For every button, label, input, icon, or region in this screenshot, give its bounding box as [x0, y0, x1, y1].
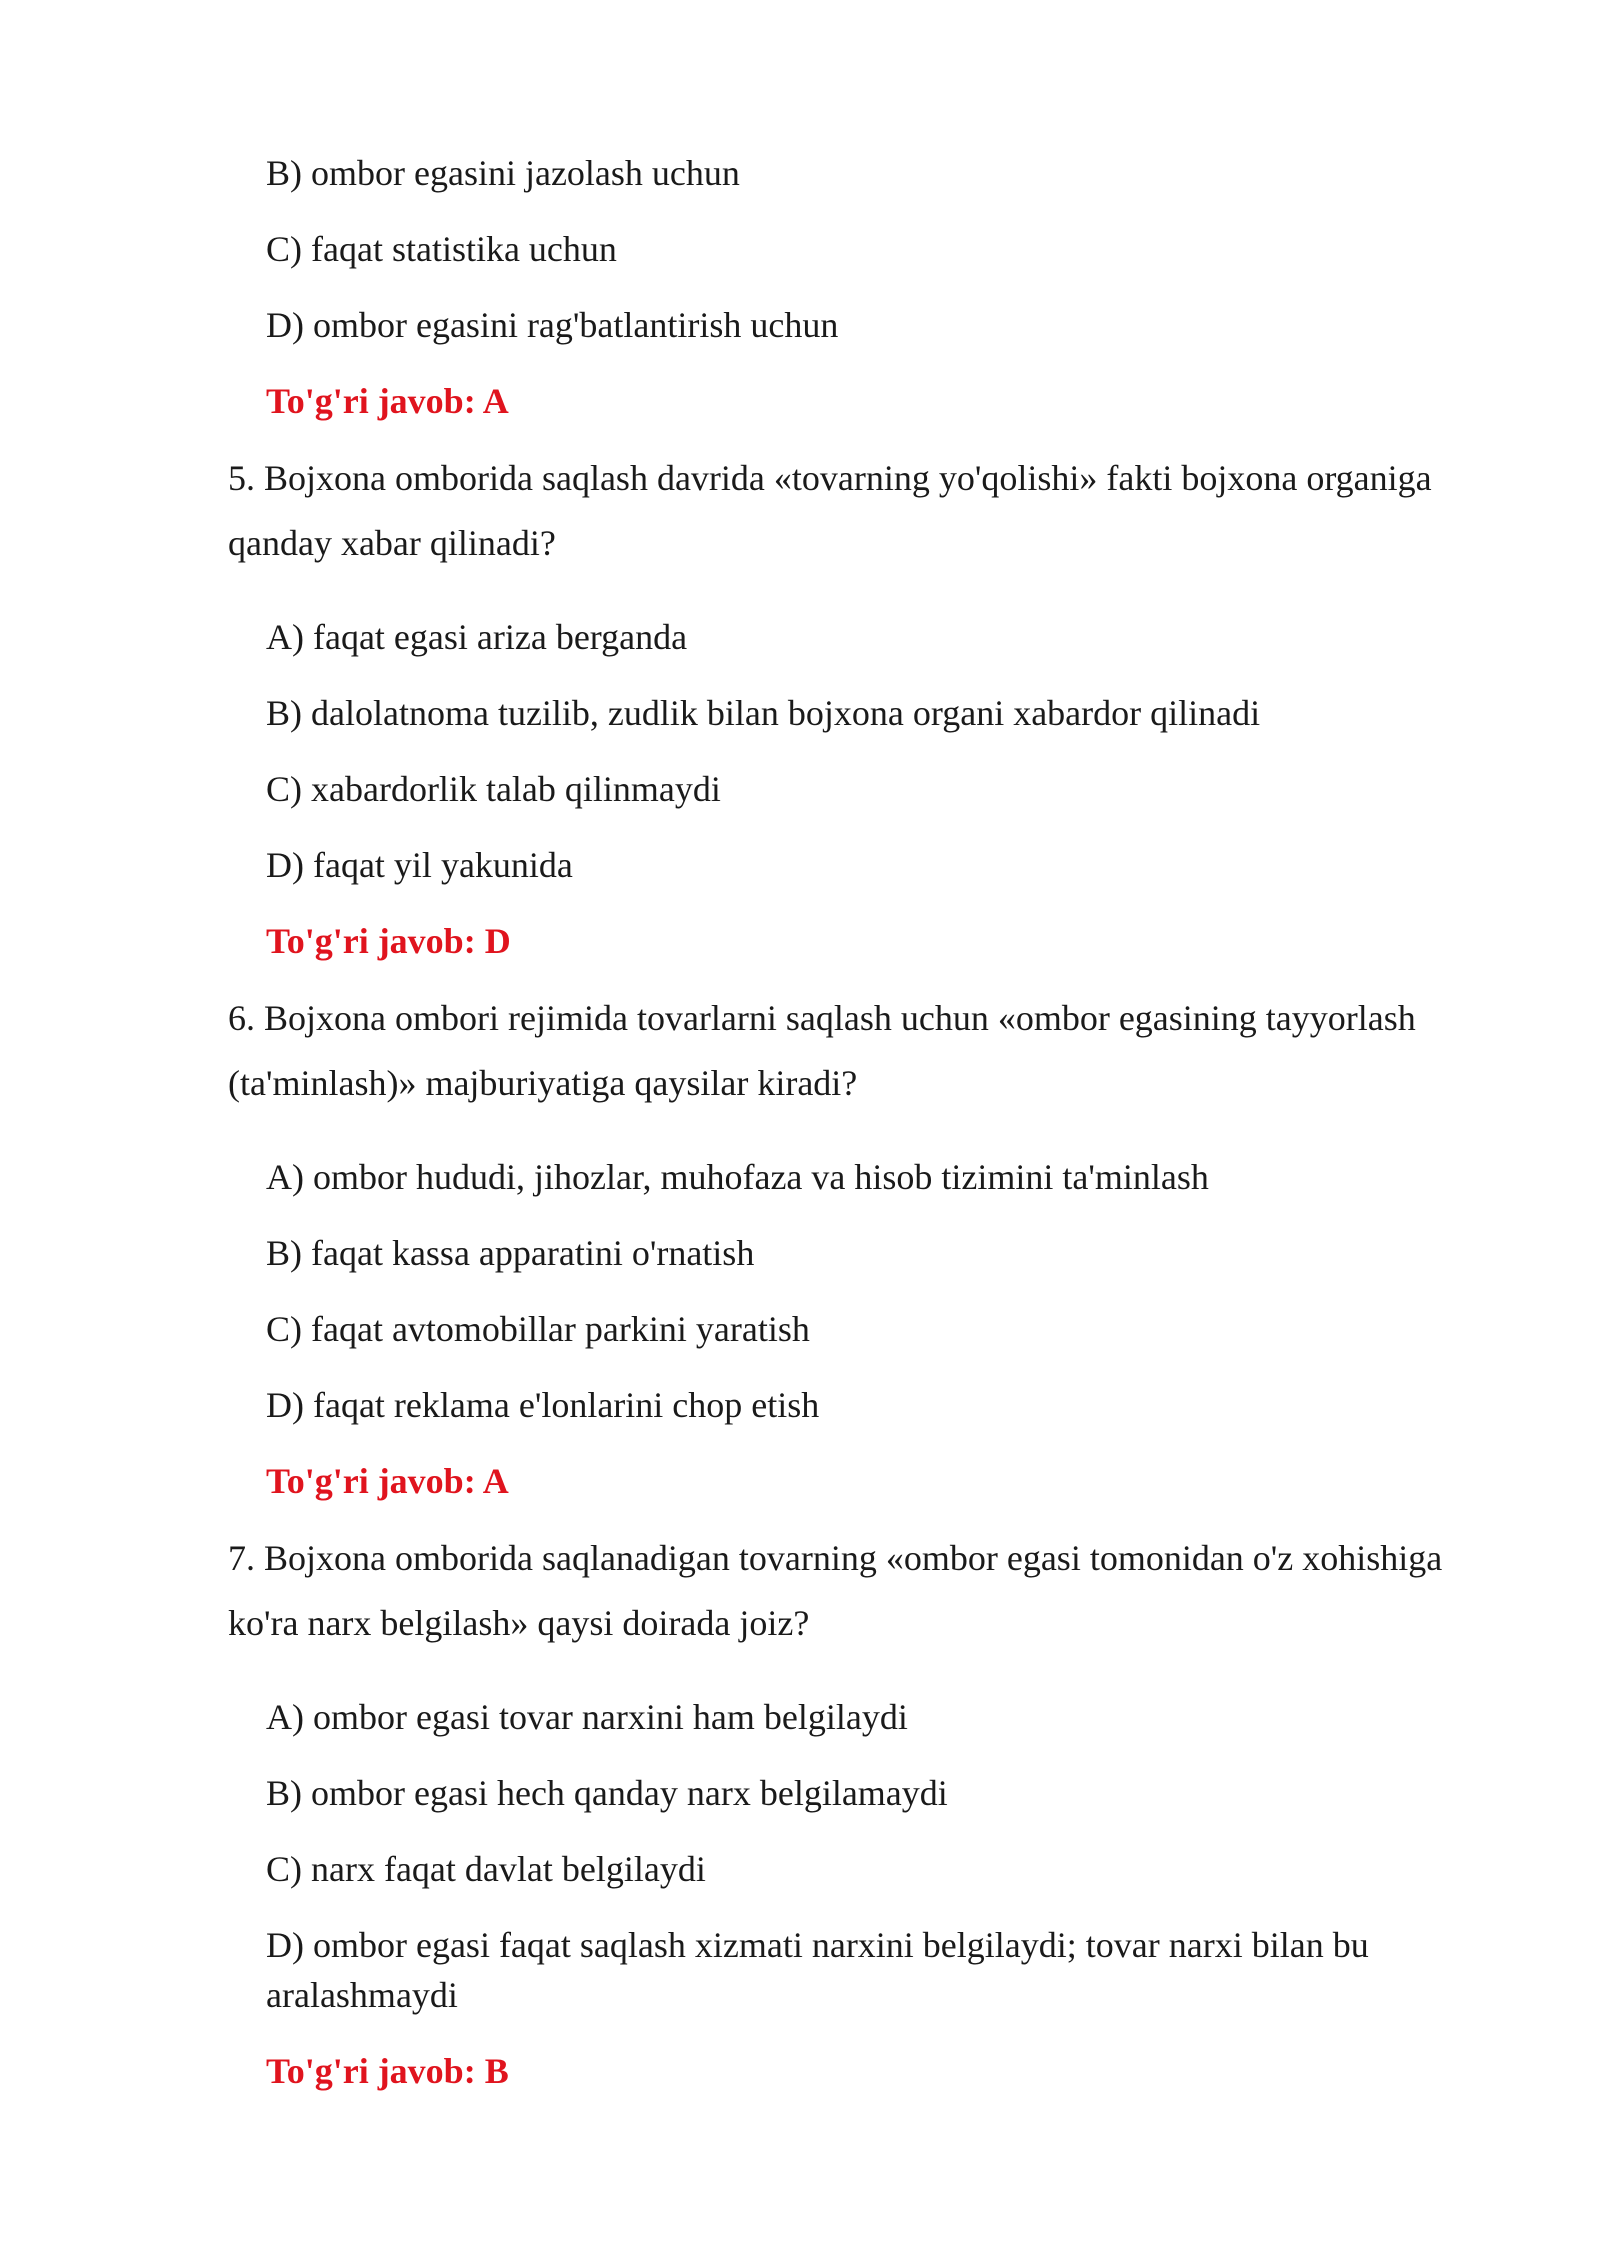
option-c: C) xabardorlik talab qilinmaydi — [266, 769, 721, 809]
correct-answer: To'g'ri javob: A — [266, 1461, 509, 1501]
option-b: B) ombor egasi hech qanday narx belgilamaydi — [266, 1773, 948, 1813]
correct-answer: To'g'ri javob: B — [266, 2051, 509, 2091]
option-c: C) faqat avtomobillar parkini yaratish — [266, 1309, 810, 1349]
option-c: C) faqat statistika uchun — [266, 229, 617, 269]
option-a: A) faqat egasi ariza berganda — [266, 617, 688, 657]
question-5: 5. Bojxona omborida saqlash davrida «tovarning yo'qolishi» fakti bojxona organiga qanday xabar qilinadi? — [228, 458, 1432, 563]
option-d: D) faqat reklama e'lonlarini chop etish — [266, 1385, 820, 1425]
option-d: D) faqat yil yakunida — [266, 845, 573, 885]
correct-answer: To'g'ri javob: A — [266, 381, 509, 421]
option-a: A) ombor hududi, jihozlar, muhofaza va hisob tizimini ta'minlash — [266, 1157, 1209, 1197]
option-d: D) ombor egasini rag'batlantirish uchun — [266, 305, 839, 345]
option-b: B) dalolatnoma tuzilib, zudlik bilan bojxona organi xabardor qilinadi — [266, 693, 1261, 733]
option-d: D) ombor egasi faqat saqlash xizmati narxini belgilaydi; tovar narxi bilan bu aralashmaydi — [266, 1925, 1369, 2015]
correct-answer: To'g'ri javob: D — [266, 921, 511, 961]
option-b: B) ombor egasini jazolash uchun — [266, 153, 740, 193]
option-b: B) faqat kassa apparatini o'rnatish — [266, 1233, 755, 1273]
question-7: 7. Bojxona omborida saqlanadigan tovarning «ombor egasi tomonidan o'z xohishiga ko'ra narx belgilash» qaysi doirada joiz? — [228, 1538, 1443, 1643]
option-a: A) ombor egasi tovar narxini ham belgilaydi — [266, 1697, 908, 1737]
option-c: C) narx faqat davlat belgilaydi — [266, 1849, 706, 1889]
question-6: 6. Bojxona ombori rejimida tovarlarni saqlash uchun «ombor egasining tayyorlash (ta'minlash)» majburiyatiga qaysilar kiradi? — [228, 998, 1416, 1103]
